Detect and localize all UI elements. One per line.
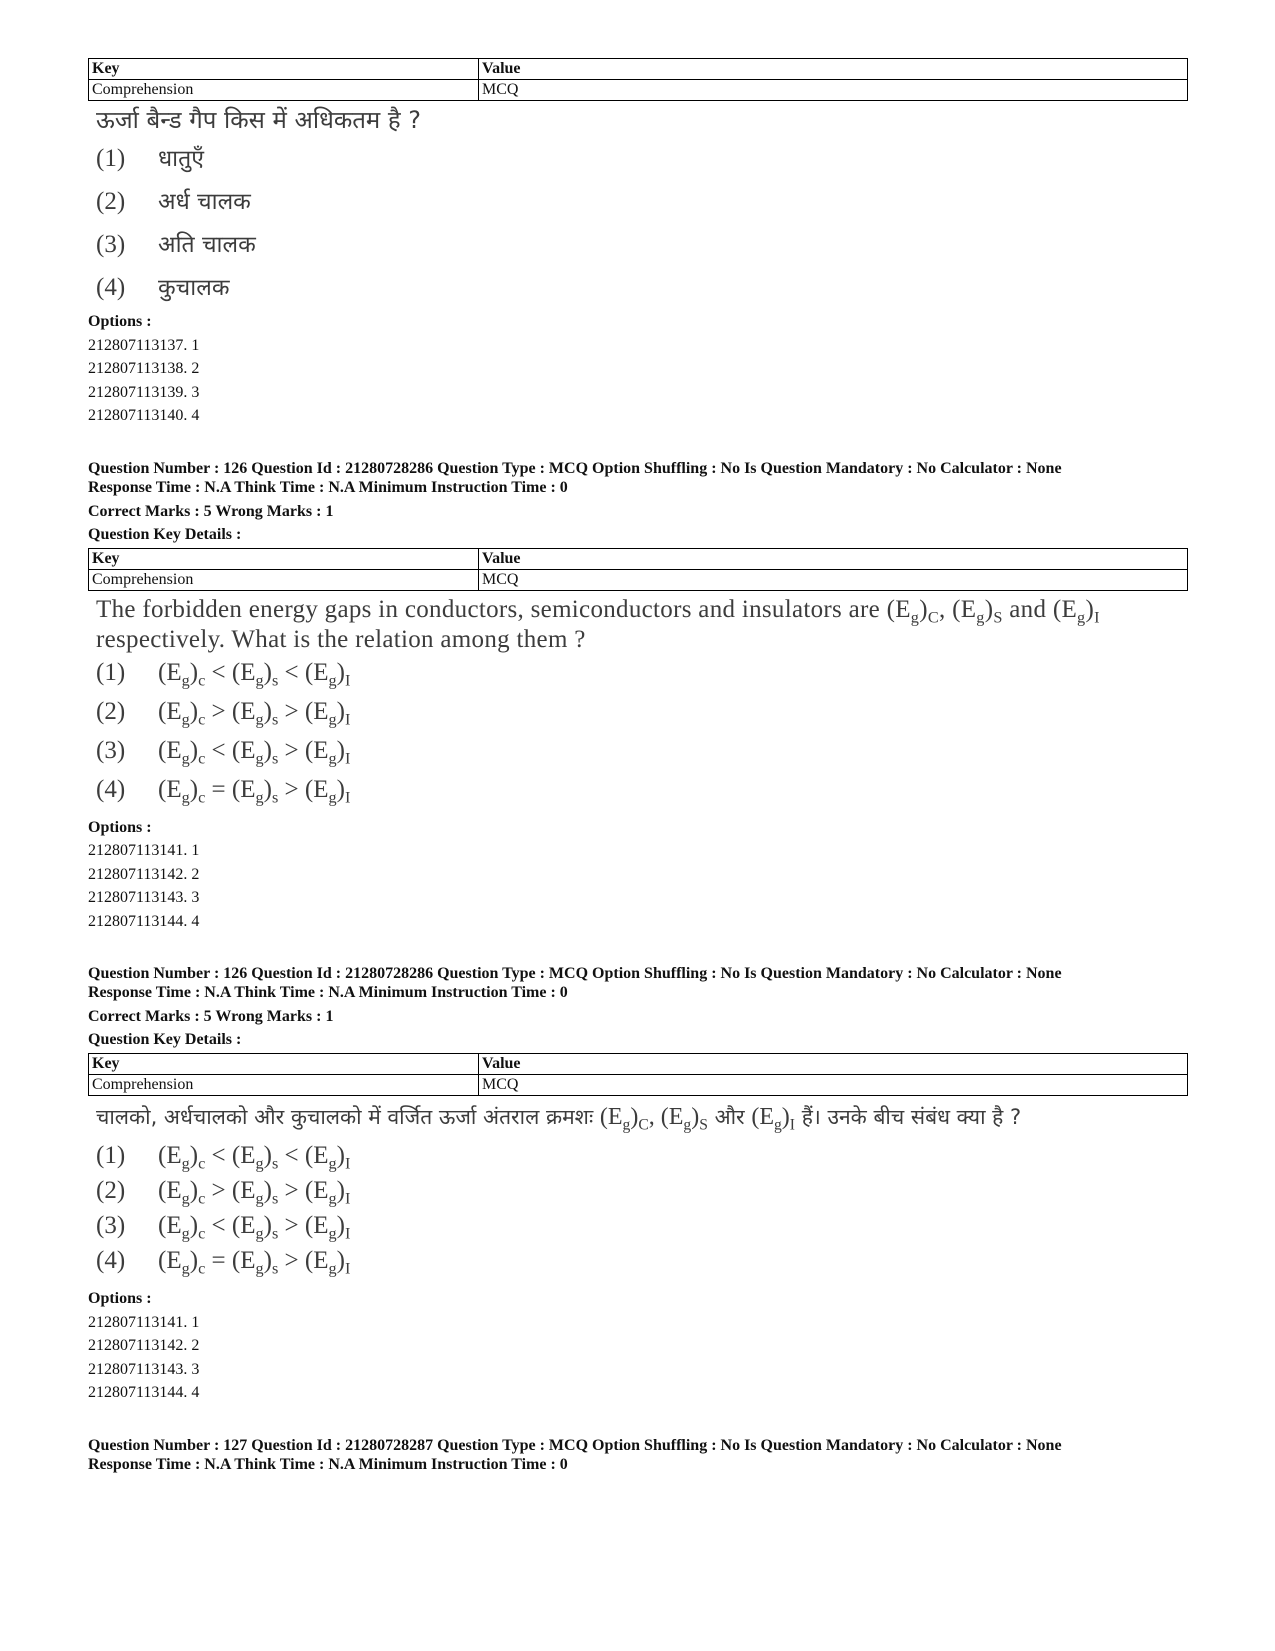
answer-option: (4) $(E_g)_c = (E_g)_s > (E_g)_I$ (96, 1247, 351, 1278)
key-value-table: Key Value Comprehension MCQ (88, 1053, 1188, 1096)
marks: Correct Marks : 5 Wrong Marks : 1 (88, 1008, 334, 1025)
question-key-details: Question Key Details : (88, 1031, 242, 1048)
answer-option: (1) $(E_g)_c < (E_g)_s < (E_g)_I$ (96, 1142, 351, 1173)
marks: Correct Marks : 5 Wrong Marks : 1 (88, 502, 334, 520)
question-block (88, 1436, 1188, 1474)
answer-option: (4) कुचालक (96, 274, 230, 301)
question-meta: Question Number : 126 Question Id : 21280728286 Question Type : MCQ Option Shuffling : No Is Question Mandatory : No Calculator : None Response Time : N.A Think Time : N.A Minimum Instruction Time : 0 Correct Marks : 5 Wrong Marks : 1 Question Key Details : (88, 459, 1188, 544)
question-stem: चालको, अर्धचालको और कुचालको में वर्जित ऊर्जा अंतराल क्रमशः $(E_g)_C$, $(E_g)_S$ और $(E_g)_I$ हैं। उनके बीच संबंध क्या है ? (96, 1104, 1022, 1134)
options-list (88, 310, 1188, 428)
answer-option: (1) धातुएँ (96, 145, 204, 172)
option-id: 212807113143. 3 (88, 889, 200, 906)
answer-option: (2) $(E_g)_c > (E_g)_s > (E_g)_I$ (96, 1177, 351, 1208)
question-key-details: Question Key Details : (88, 525, 242, 543)
option-id: 212807113141. 1 (88, 1313, 200, 1331)
question-content (88, 105, 1188, 310)
option-id: 212807113142. 2 (88, 865, 200, 883)
question-block (88, 459, 1188, 934)
key-header: Key (89, 59, 479, 80)
answer-option: (3) $(E_g)_c < (E_g)_s > (E_g)_I$ (96, 1212, 351, 1243)
option-id: 212807113140. 4 (88, 407, 200, 424)
question-content (88, 595, 1188, 816)
option-id: 212807113144. 4 (88, 1384, 200, 1401)
answer-option: (1) $(E_g)_c < (E_g)_s < (E_g)_I$ (96, 658, 351, 690)
answer-option: (2) $(E_g)_c > (E_g)_s > (E_g)_I$ (96, 697, 351, 729)
option-id: 212807113141. 1 (88, 842, 200, 859)
key-value-table (88, 58, 1188, 101)
option-id: 212807113138. 2 (88, 360, 200, 377)
option-id: 212807113139. 3 (88, 383, 200, 401)
question-meta: Question Number : 127 Question Id : 21280728287 Question Type : MCQ Option Shuffling : No Is Question Mandatory : No Calculator : None Response Time : N.A Think Time : N.A Minimum Instruction Time : 0 (88, 1436, 1062, 1473)
answer-option: (3) अति चालक (96, 231, 256, 258)
option-id: 212807113137. 1 (88, 336, 200, 354)
document-page (88, 58, 1188, 1474)
option-id: 212807113143. 3 (88, 1360, 200, 1378)
answer-option: (3) $(E_g)_c < (E_g)_s > (E_g)_I$ (96, 736, 351, 768)
question-block (88, 964, 1188, 1405)
question-meta: Question Number : 126 Question Id : 21280728286 Question Type : MCQ Option Shuffling : No Is Question Mandatory : No Calculator : None Response Time : N.A Think Time : N.A Minimum Instruction Time : 0 Correct Marks : 5 Wrong Marks : 1 Question Key Details : (88, 964, 1188, 1049)
option-id: 212807113144. 4 (88, 912, 200, 930)
key-value-table: Key Value Comprehension MCQ (88, 548, 1188, 591)
question-block (88, 58, 1188, 428)
options-title: Options : (88, 313, 152, 330)
options-list: Options : 212807113141. 1 212807113142. 2 212807113143. 3 212807113144. 4 (88, 1287, 1188, 1405)
value-cell: MCQ (479, 80, 1188, 101)
option-id: 212807113142. 2 (88, 1337, 200, 1354)
question-stem: ऊर्जा बैन्ड गैप किस में अधिकतम है ? (96, 106, 422, 134)
options-list: Options : 212807113141. 1 212807113142. 2 212807113143. 3 212807113144. 4 (88, 816, 1188, 934)
question-content (88, 1102, 1188, 1287)
key-cell: Comprehension (89, 80, 479, 101)
answer-option: (2) अर्ध चालक (96, 188, 251, 215)
value-header: Value (479, 59, 1188, 80)
question-stem: The forbidden energy gaps in conductors, semiconductors and insulators are $(E_g)_C$, $(E_g)_S$ and $(E_g)_I$ respectively. What is the relation among them ? (96, 595, 1100, 653)
answer-option: (4) $(E_g)_c = (E_g)_s > (E_g)_I$ (96, 775, 351, 807)
